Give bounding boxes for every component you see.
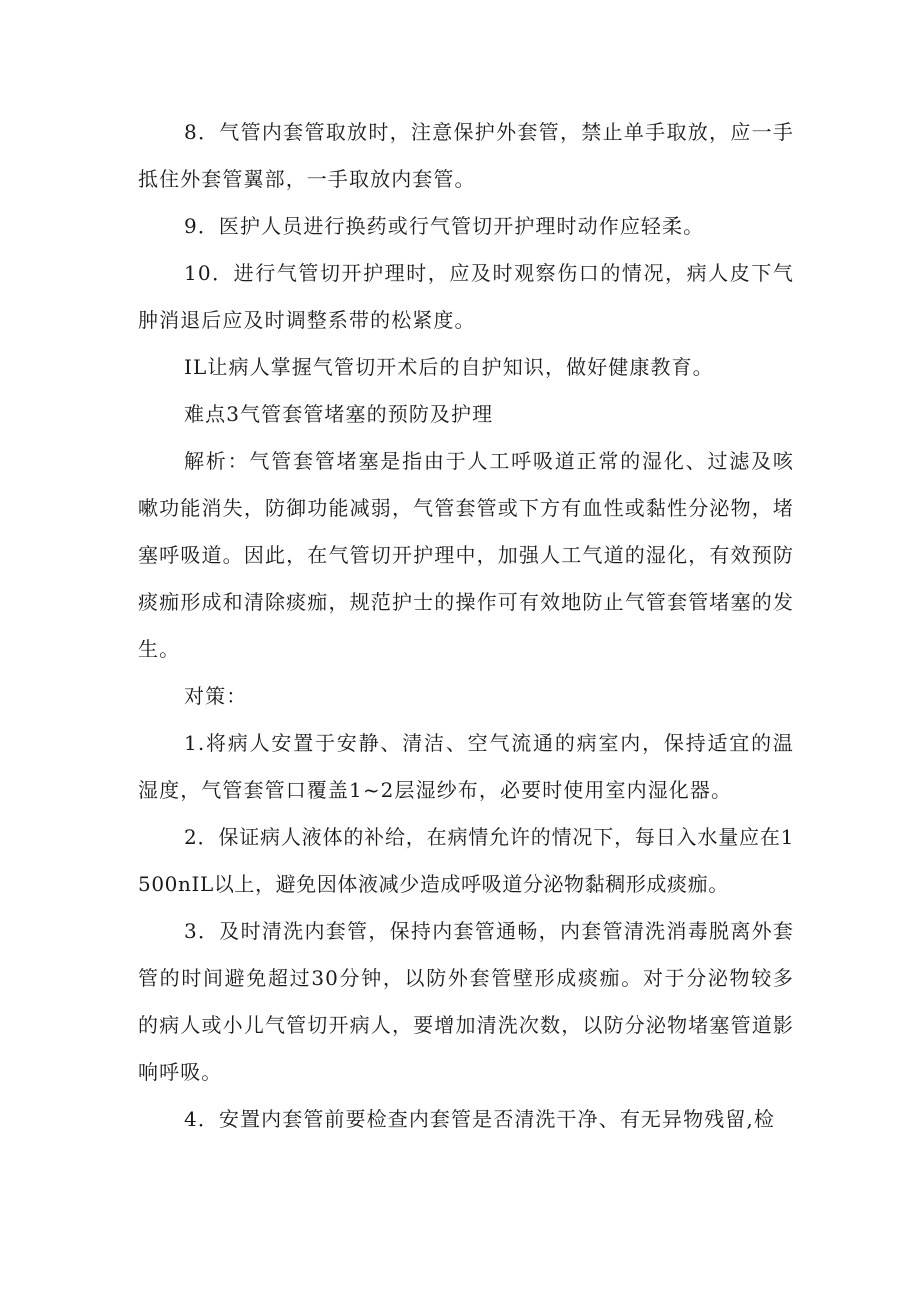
section-heading-difficulty-3: 难点3气管套管堵塞的预防及护理 [184,402,494,426]
paragraph-item-10: 10．进行气管切开护理时，应及时观察伤口的情况，病人皮下气肿消退后应及时调整系带的松紧度。 [138,261,794,332]
paragraph-item-9: 9．医护人员进行换药或行气管切开护理时动作应轻柔。 [184,214,705,238]
paragraph-item-8: 8．气管内套管取放时，注意保护外套管，禁止单手取放，应一手抵住外套管翼部，一手取放内套管。 [138,120,794,191]
countermeasure-item-4: 4．安置内套管前要检查内套管是否清洗干净、有无异物残留,检 [184,1107,775,1131]
document-body [138,109,794,1143]
paragraph-item-11: IL让病人掌握气管切开术后的自护知识，做好健康教育。 [184,355,714,379]
countermeasure-item-2: 2．保证病人液体的补给，在病情允许的情况下，每日入水量应在1500nIL以上，避免因体液减少造成呼吸道分泌物黏稠形成痰痂。 [138,825,794,896]
analysis-paragraph: 解析：气管套管堵塞是指由于人工呼吸道正常的湿化、过滤及咳嗽功能消失，防御功能减弱，气管套管或下方有血性或黏性分泌物，堵塞呼吸道。因此，在气管切开护理中，加强人工气道的湿化，有效预防痰痂形成和清除痰痂，规范护士的操作可有效地防止气管套管堵塞的发生。 [138,449,794,661]
countermeasures-label: 对策： [184,684,248,708]
countermeasure-item-1: 1.将病人安置于安静、清洁、空气流通的病室内，保持适宜的温湿度，气管套管口覆盖1~2层湿纱布，必要时使用室内湿化器。 [138,731,794,802]
countermeasure-item-3: 3．及时清洗内套管，保持内套管通畅，内套管清洗消毒脱离外套管的时间避免超过30分钟，以防外套管壁形成痰痂。对于分泌物较多的病人或小儿气管切开病人，要增加清洗次数，以防分泌物堵塞管道影响呼吸。 [138,919,794,1084]
